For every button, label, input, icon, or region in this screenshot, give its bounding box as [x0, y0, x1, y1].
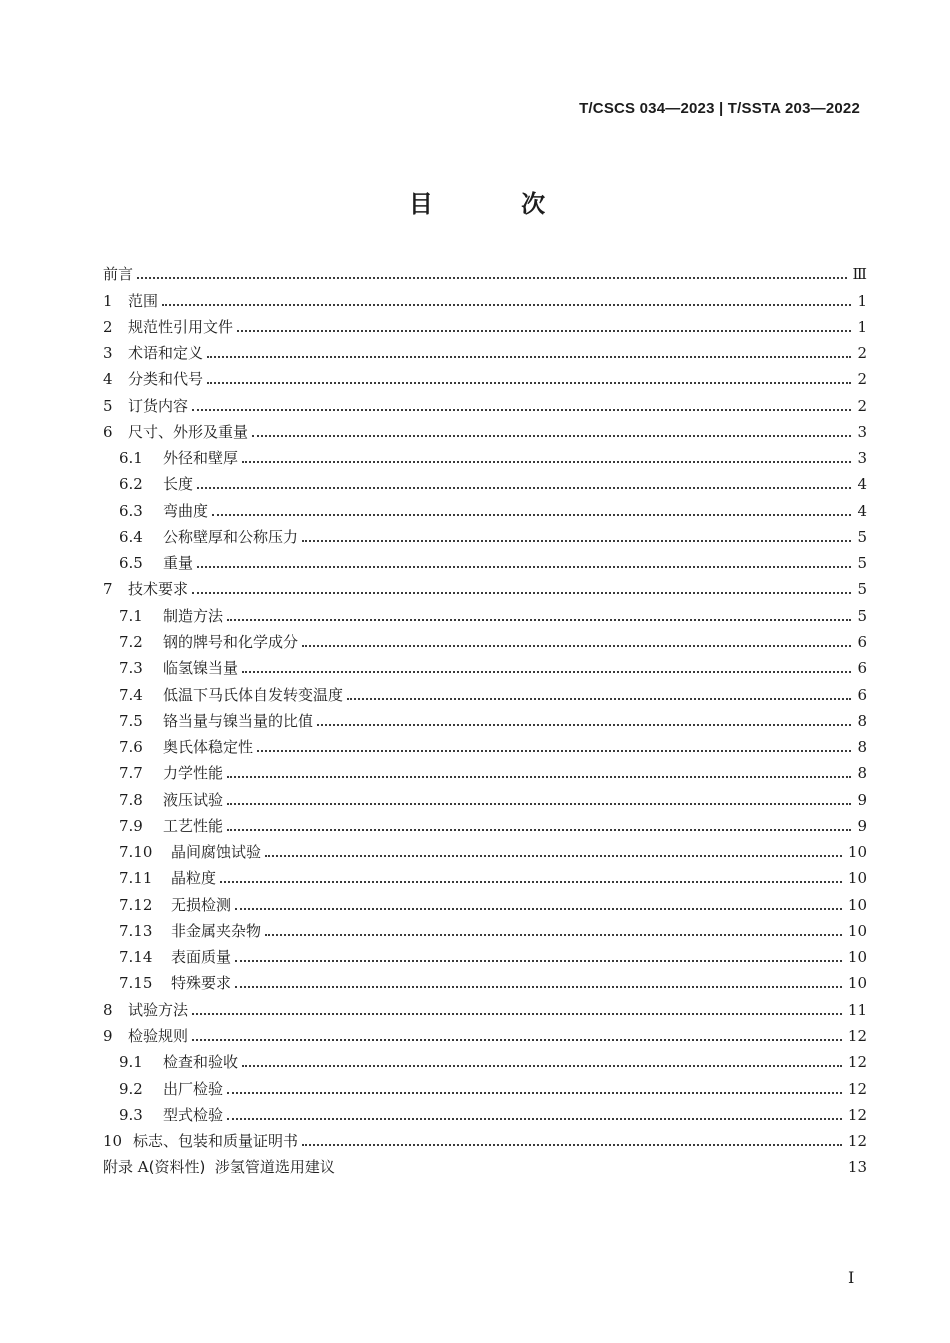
toc-entry-label: 出厂检验 — [163, 1079, 224, 1098]
toc-entry-number: 7.8 — [119, 790, 143, 809]
toc-entry[interactable] — [103, 967, 867, 993]
dot-leader — [265, 934, 842, 936]
toc-entry-number: 6 — [103, 422, 113, 441]
toc-entry-number: 9.1 — [119, 1053, 143, 1072]
toc-entry-page: 10 — [847, 869, 867, 888]
toc-entry-page: 12 — [847, 1053, 867, 1072]
toc-entry-page: 10 — [847, 921, 867, 940]
toc-entry-page: 8 — [857, 764, 867, 783]
dot-leader — [347, 698, 851, 700]
toc-entry-page: 10 — [847, 843, 867, 862]
toc-entry-number: 7.6 — [119, 738, 143, 757]
toc-entry[interactable] — [103, 1046, 867, 1072]
toc-entry-label: 范围 — [128, 291, 159, 310]
toc-entry[interactable] — [103, 389, 867, 415]
toc-entry-number: 7.13 — [119, 921, 153, 940]
toc-entry[interactable] — [103, 810, 867, 836]
toc-entry[interactable] — [103, 1020, 867, 1046]
toc-entry-label: 非金属夹杂物 — [171, 921, 262, 940]
toc-entry[interactable] — [103, 573, 867, 599]
dot-leader — [192, 1039, 842, 1041]
toc-entry-page: 5 — [857, 580, 867, 599]
toc-entry-number: 附录 A — [103, 1158, 149, 1177]
dot-leader — [237, 330, 851, 332]
toc-entry-label: 制造方法 — [163, 606, 224, 625]
dot-leader — [207, 382, 851, 384]
toc-entry-number: 10 — [103, 1132, 123, 1151]
toc-entry-label: 弯曲度 — [163, 501, 209, 520]
toc-entry-number: 7 — [103, 580, 113, 599]
dot-leader — [227, 776, 851, 778]
toc-entry[interactable] — [103, 599, 867, 625]
toc-entry-label: 钢的牌号和化学成分 — [163, 632, 299, 651]
toc-entry[interactable] — [103, 521, 867, 547]
toc-entry-number: 7.7 — [119, 764, 143, 783]
toc-entry[interactable] — [103, 626, 867, 652]
toc-entry-number: 7.1 — [119, 606, 143, 625]
dot-leader — [265, 855, 842, 857]
toc-entry-label: 外径和壁厚 — [163, 449, 239, 468]
dot-leader — [162, 304, 851, 306]
toc-entry-number: 5 — [103, 396, 113, 415]
toc-entry-page: 1 — [857, 291, 867, 310]
toc-entry-label: 临氢镍当量 — [163, 659, 239, 678]
toc-entry-label: 特殊要求 — [171, 974, 232, 993]
toc-entry-page: 12 — [847, 1026, 867, 1045]
toc-entry-number: 6.4 — [119, 527, 143, 546]
toc-entry-label: 工艺性能 — [163, 816, 224, 835]
toc-entry-page: 10 — [847, 974, 867, 993]
toc-entry-label: 检查和验收 — [163, 1053, 239, 1072]
toc-entry[interactable] — [103, 416, 867, 442]
toc-entry[interactable] — [103, 783, 867, 809]
dot-leader — [235, 986, 842, 988]
toc-entry-number: 9.3 — [119, 1105, 143, 1124]
toc-entry-page: 8 — [857, 711, 867, 730]
toc-entry-number: 7.15 — [119, 974, 153, 993]
toc-entry-label: 公称壁厚和公称压力 — [163, 527, 299, 546]
toc-entry-label: 铬当量与镍当量的比值 — [163, 711, 314, 730]
toc-entry[interactable] — [103, 1099, 867, 1125]
dot-leader — [197, 566, 851, 568]
toc-entry-page: 13 — [847, 1158, 867, 1177]
toc-entry-label: 试验方法 — [128, 1000, 189, 1019]
dot-leader — [242, 671, 851, 673]
toc-entry-page: 8 — [857, 738, 867, 757]
toc-entry[interactable] — [103, 888, 867, 914]
toc-entry[interactable] — [103, 547, 867, 573]
toc-entry-number: 7.9 — [119, 816, 143, 835]
dot-leader — [227, 1118, 842, 1120]
toc-entry-page: 3 — [857, 422, 867, 441]
toc-entry[interactable] — [103, 442, 867, 468]
toc-entry-page: 10 — [847, 948, 867, 967]
toc-entry-page: 9 — [857, 790, 867, 809]
toc-entry-number: 6.2 — [119, 475, 143, 494]
toc-entry-page: 3 — [857, 449, 867, 468]
toc-entry[interactable] — [103, 468, 867, 494]
toc-entry-number: 4 — [103, 370, 113, 389]
toc-entry-number: 1 — [103, 291, 113, 310]
toc-entry-label: 晶间腐蚀试验 — [171, 843, 262, 862]
toc-entry-spacer — [339, 1170, 842, 1172]
dot-leader — [197, 487, 851, 489]
toc-entry-page: 12 — [847, 1079, 867, 1098]
dot-leader — [302, 540, 851, 542]
dot-leader — [227, 803, 851, 805]
toc-entry-label: 力学性能 — [163, 764, 224, 783]
dot-leader — [242, 1065, 842, 1067]
toc-entry-label: 尺寸、外形及重量 — [128, 422, 249, 441]
dot-leader — [192, 409, 851, 411]
toc-entry-label: 奥氏体稳定性 — [163, 738, 254, 757]
toc-entry[interactable] — [103, 363, 867, 389]
dot-leader — [302, 645, 851, 647]
toc-entry-label: 前言 — [103, 265, 134, 284]
toc-entry-label: 术语和定义 — [128, 344, 204, 363]
toc-entry-label: 规范性引用文件 — [128, 317, 234, 336]
dot-leader — [227, 619, 851, 621]
toc-entry[interactable] — [103, 1125, 867, 1151]
toc-entry-number: 7.3 — [119, 659, 143, 678]
toc-entry-number: 7.5 — [119, 711, 143, 730]
dot-leader — [227, 1092, 842, 1094]
dot-leader — [252, 435, 851, 437]
dot-leader — [192, 592, 851, 594]
toc-entry-number: 7.10 — [119, 843, 153, 862]
toc-entry-number: 6.3 — [119, 501, 143, 520]
toc-entry-label: 技术要求 — [128, 580, 189, 599]
toc-entry[interactable] — [103, 1151, 867, 1177]
toc-entry-label: 检验规则 — [128, 1026, 189, 1045]
toc-entry-label: 液压试验 — [163, 790, 224, 809]
toc-entry-label: 重量 — [163, 554, 194, 573]
toc-entry-number: 7.2 — [119, 632, 143, 651]
toc-entry[interactable] — [103, 862, 867, 888]
dot-leader — [302, 1144, 842, 1146]
toc-entry[interactable] — [103, 731, 867, 757]
toc-entry-page: 11 — [847, 1000, 867, 1019]
toc-entry-label: 长度 — [163, 475, 194, 494]
toc-entry-number: 6.1 — [119, 449, 143, 468]
toc-entry-page: 2 — [857, 370, 867, 389]
toc-entry-number: 6.5 — [119, 554, 143, 573]
toc-entry[interactable] — [103, 757, 867, 783]
toc-entry-page: 12 — [847, 1105, 867, 1124]
toc-entry[interactable] — [103, 258, 867, 284]
dot-leader — [235, 908, 842, 910]
table-of-contents — [103, 258, 867, 1177]
toc-entry-label: 分类和代号 — [128, 370, 204, 389]
toc-entry-label: 标志、包装和质量证明书 — [133, 1132, 299, 1151]
toc-entry[interactable] — [103, 652, 867, 678]
toc-entry-page: 2 — [857, 396, 867, 415]
document-code: T/CSCS 034—2023 | T/SSTA 203—2022 — [579, 100, 860, 117]
toc-entry-label: 型式检验 — [163, 1105, 224, 1124]
toc-entry-label: 晶粒度 — [171, 869, 217, 888]
toc-entry-page: 5 — [857, 527, 867, 546]
toc-entry-page: Ⅲ — [852, 265, 867, 284]
toc-entry-label: 低温下马氏体自发转变温度 — [163, 685, 344, 704]
toc-entry-number: 7.14 — [119, 948, 153, 967]
toc-entry-page: 5 — [857, 606, 867, 625]
dot-leader — [242, 461, 851, 463]
toc-entry[interactable] — [103, 311, 867, 337]
dot-leader — [207, 356, 851, 358]
toc-entry-number: 7.11 — [119, 869, 153, 888]
toc-entry-label: (资料性) 涉氢管道选用建议 — [148, 1158, 335, 1177]
toc-entry-page: 2 — [857, 344, 867, 363]
toc-entry-label: 表面质量 — [171, 948, 232, 967]
dot-leader — [220, 881, 842, 883]
toc-entry[interactable] — [103, 836, 867, 862]
toc-entry-page: 9 — [857, 816, 867, 835]
toc-entry-number: 7.4 — [119, 685, 143, 704]
toc-entry[interactable] — [103, 915, 867, 941]
toc-entry-number: 9 — [103, 1026, 113, 1045]
toc-entry-page: 6 — [857, 685, 867, 704]
page-number: I — [848, 1268, 855, 1287]
toc-entry-page: 4 — [857, 501, 867, 520]
toc-entry-page: 6 — [857, 632, 867, 651]
toc-entry-page: 6 — [857, 659, 867, 678]
toc-entry[interactable] — [103, 284, 867, 310]
dot-leader — [192, 1013, 842, 1015]
toc-entry-page: 12 — [847, 1132, 867, 1151]
toc-entry[interactable] — [103, 993, 867, 1019]
toc-entry-page: 4 — [857, 475, 867, 494]
toc-entry[interactable] — [103, 337, 867, 363]
dot-leader — [317, 724, 851, 726]
toc-entry-label: 无损检测 — [171, 895, 232, 914]
toc-entry-page: 1 — [857, 317, 867, 336]
dot-leader — [257, 750, 851, 752]
toc-entry[interactable] — [103, 678, 867, 704]
toc-entry-number: 3 — [103, 344, 113, 363]
dot-leader — [137, 277, 847, 279]
dot-leader — [227, 829, 851, 831]
toc-entry-number: 7.12 — [119, 895, 153, 914]
dot-leader — [212, 514, 851, 516]
toc-entry-number: 9.2 — [119, 1079, 143, 1098]
toc-entry-number: 8 — [103, 1000, 113, 1019]
page-title: 目 次 — [408, 190, 586, 218]
toc-entry[interactable] — [103, 1072, 867, 1098]
toc-entry[interactable] — [103, 494, 867, 520]
toc-entry-page: 5 — [857, 554, 867, 573]
toc-entry[interactable] — [103, 705, 867, 731]
toc-entry-label: 订货内容 — [128, 396, 189, 415]
toc-entry-number: 2 — [103, 317, 113, 336]
dot-leader — [235, 960, 842, 962]
toc-entry[interactable] — [103, 941, 867, 967]
toc-entry-page: 10 — [847, 895, 867, 914]
